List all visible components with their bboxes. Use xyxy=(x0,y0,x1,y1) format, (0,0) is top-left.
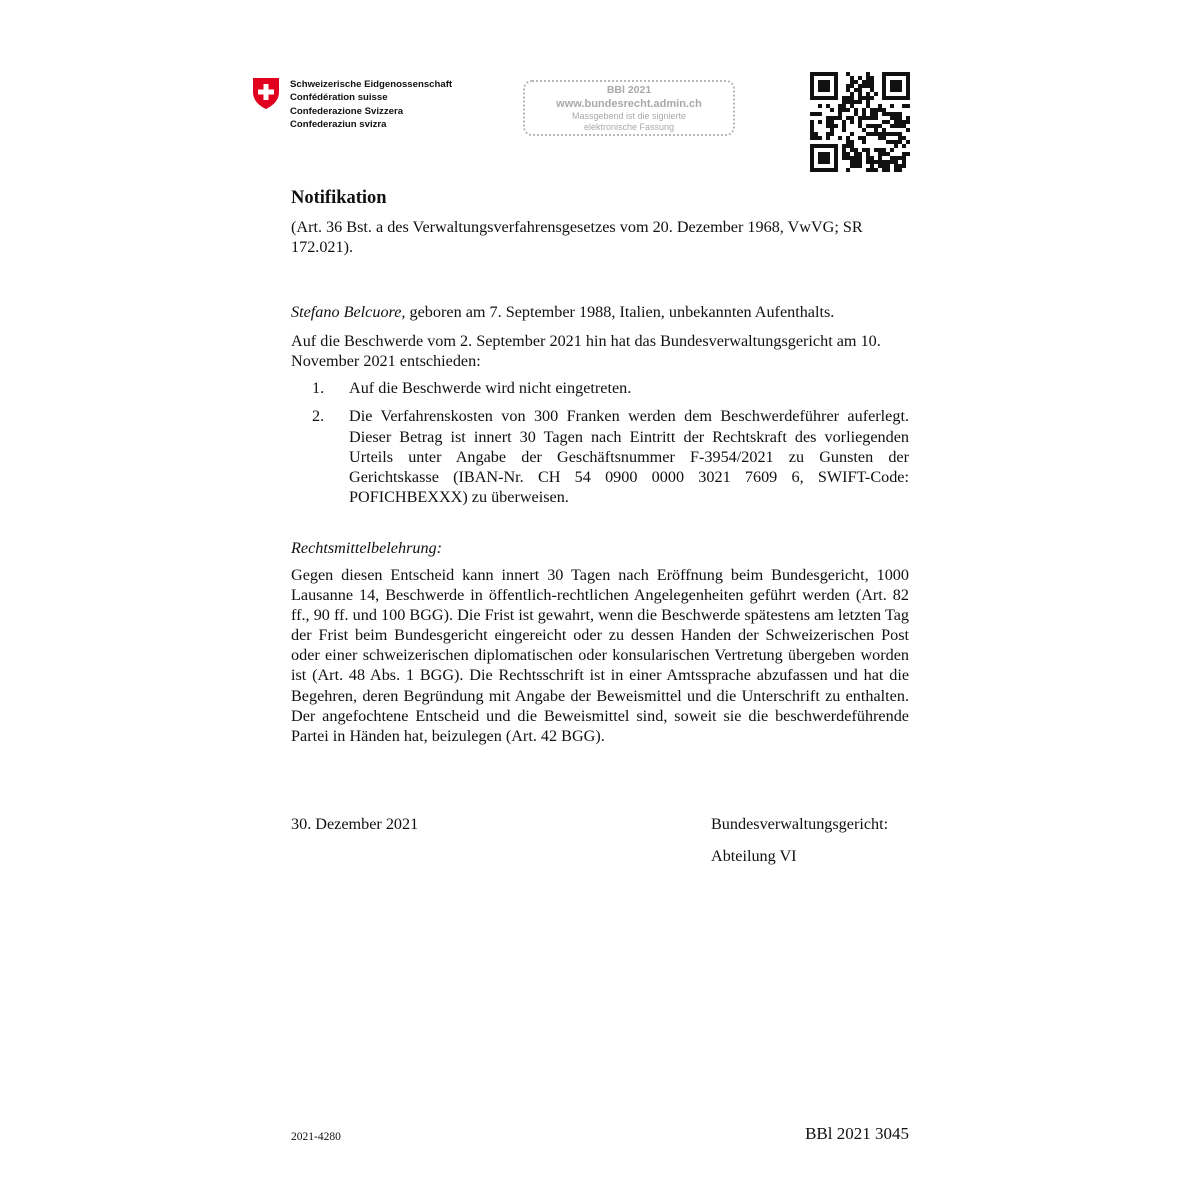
court-name: Bundesverwaltungsgericht: xyxy=(711,815,889,833)
remedies-text: Gegen diesen Entscheid kann innert 30 Tagen nach Eröffnung beim Bundesgericht, 1000 Lausanne 14, Beschwerde in öffentlich-rechtlichen Angelegenheiten geführt werden (Art. 82 ff., 90 ff. und 100 BGG). Die Frist ist gewahrt, wenn die Beschwerde spätestens am letzten Tag der Frist beim Bundesgericht eingereicht oder zu dessen Handen der Schweizerischen Post oder einer schweizerischen diplomatischen oder konsularischen Vertretung übergeben worden ist (Art. 48 Abs. 1 BGG). Die Rechtsschrift ist in einer Amtssprache abzufassen und hat die Begehren, deren Begründung mit Angabe der Beweismittel und die Unterschrift zu enthalten. Der angefochtene Entscheid und die Beweismittel sind, soweit sie die beschwerdeführende Partei in Händen hat, beizulegen (Art. 42 BGG). xyxy=(291,566,909,745)
person-name: Stefano Belcuore, xyxy=(291,303,406,321)
item-number: 1. xyxy=(312,379,325,397)
decision-intro: Auf die Beschwerde vom 2. September 2021 hin hat das Bundesverwaltungsgericht am 10. November 2021 entschieden: xyxy=(291,332,881,370)
stamp-line-4: elektronische Fassung xyxy=(583,122,675,132)
person-line xyxy=(291,302,909,322)
name-rm: Confederaziun svizra xyxy=(290,118,387,130)
page-title: Notifikation xyxy=(291,188,387,208)
list-item xyxy=(291,406,909,507)
list-item xyxy=(291,378,909,398)
decision-list xyxy=(291,378,909,516)
item-text: Auf die Beschwerde wird nicht eingetreten. xyxy=(349,379,632,397)
person-details: geboren am 7. September 1988, Italien, unbekannten Aufenthalts. xyxy=(405,303,835,321)
legal-basis: (Art. 36 Bst. a des Verwaltungsverfahrensgesetzes vom 20. Dezember 1968, VwVG; SR 172.021). xyxy=(291,218,863,256)
footer-publication: BBl 2021 3045 xyxy=(805,1124,909,1143)
publication-stamp xyxy=(523,80,735,136)
stamp-line-1: BBl 2021 xyxy=(606,84,652,96)
stamp-line-3: Massgebend ist die signierte xyxy=(571,111,687,121)
stamp-line-2: www.bundesrecht.admin.ch xyxy=(556,98,702,110)
name-fr: Confédération suisse xyxy=(290,92,388,104)
document-date: 30. Dezember 2021 xyxy=(291,815,419,833)
name-it: Confederazione Svizzera xyxy=(290,105,404,117)
qr-code-icon xyxy=(810,72,910,172)
remedies-heading: Rechtsmittelbelehrung: xyxy=(291,539,443,557)
swiss-cross-icon xyxy=(251,76,281,110)
item-number: 2. xyxy=(312,407,325,426)
court-division: Abteilung VI xyxy=(711,847,797,865)
name-de: Schweizerische Eidgenossenschaft xyxy=(290,79,453,90)
footer-reference: 2021-4280 xyxy=(291,1131,341,1143)
administration-names xyxy=(290,78,452,131)
item-text: Die Verfahrenskosten von 300 Franken werden dem Beschwerdeführer auferlegt. Dieser Betrag ist innert 30 Tagen nach Eintritt der Rechtskraft des vorliegenden Urteils unter Angabe der Geschäftsnummer F-3954/2021 zu Gunsten der Gerichtskasse (IBAN-Nr. CH 54 0900 0000 3021 7609 6, SWIFT-Code: POFICHBEXXX) zu überweisen. xyxy=(349,407,909,507)
